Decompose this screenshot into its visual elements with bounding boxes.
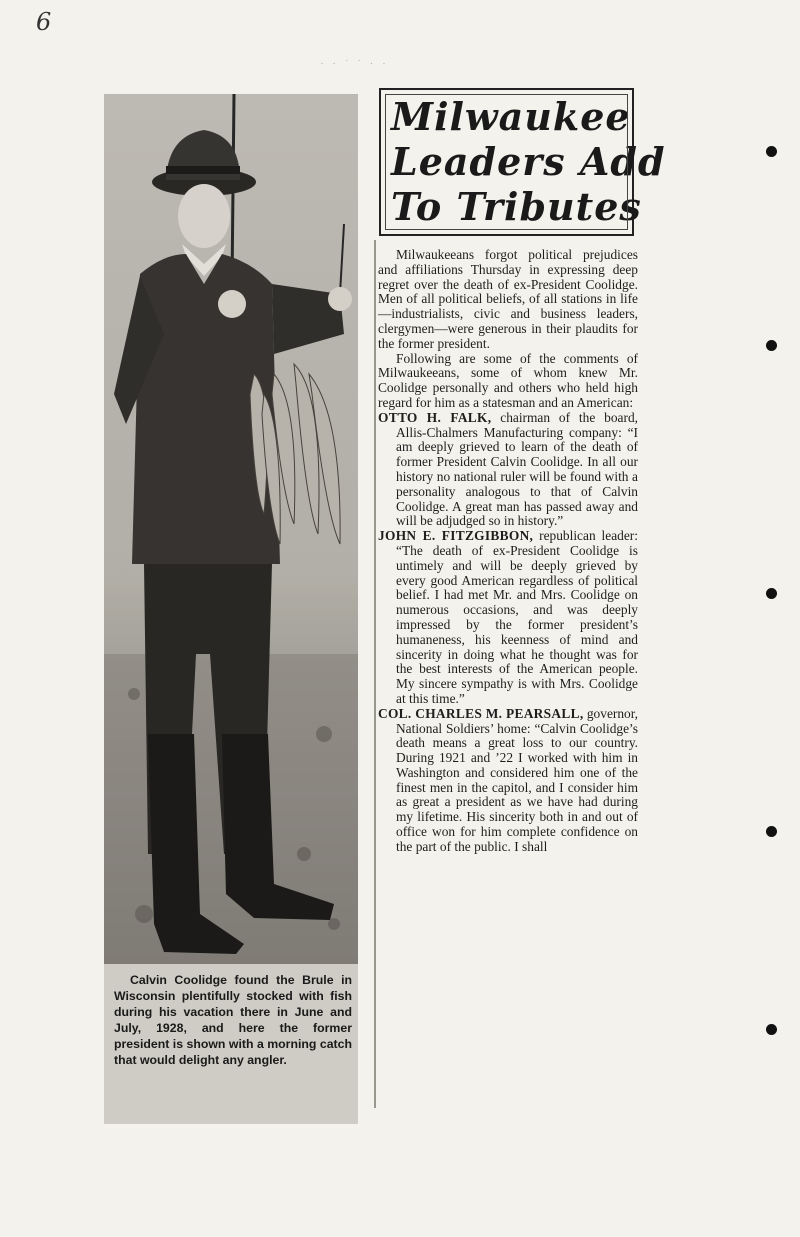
headline-box (379, 88, 666, 236)
binder-hole (766, 826, 777, 837)
article-lead: Milwaukeeans forgot political prejudices and affiliations Thursday in expressing deep regret over the death of ex-President Coolidge. Men of all political beliefs, of all stations in life—industrialists, civic and business leaders, clergymen—were generous in their plaudits for the former president. (378, 247, 638, 351)
page-number: 6 (36, 8, 52, 36)
column-rule (374, 240, 376, 1108)
speaker-name: JOHN E. FITZGIBBON, (378, 528, 534, 544)
article-intro: Following are some of the comments of Milwaukeeans, some of whom knew Mr. Coolidge personally and others who held high regard for him as a statesman and an American: (378, 350, 638, 410)
quote-text: chairman of the board, Allis-Chalmers Manufacturing company: “I am deeply grieved to learn of the death of former President Calvin Coolidge. In all our history no national ruler will be found with a personality analogous to that of Calvin Coolidge. A great man has passed away and will be adjudged so in history.” (396, 409, 638, 529)
quote-falk (378, 411, 638, 529)
speaker-name: COL. CHARLES M. PEARSALL, (378, 705, 584, 721)
article-body (378, 248, 638, 1108)
headline-line-2: Leaders Add (391, 139, 666, 184)
binder-hole (766, 588, 777, 599)
quote-fitzgibbon (378, 529, 638, 707)
man-fishing-photo (104, 94, 358, 964)
binder-hole (766, 340, 777, 351)
photo-caption: Calvin Coolidge found the Brule in Wisconsin plentifully stocked with fish during his vacation there in June and July, 1928, and here the former president is shown with a morning catch that would delight any angler. (104, 964, 358, 1124)
headline-line-1: Milwaukee (391, 94, 631, 139)
quote-text: governor, National Soldiers’ home: “Calvin Coolidge’s death means a great loss to our country. During 1921 and ’22 I worked with him in Washington and considered him one of the finest men in the capitol, and I consider him as great a president as we have had during my lifetime. His sincerity both in and out of office won for him complete confidence on the part of the public. I shall (396, 705, 639, 854)
quote-text: republican leader: “The death of ex-President Coolidge is untimely and will be deeply grieved by every good American regardless of political belief. I had met Mr. and Mrs. Coolidge on numerous occasions, and was deeply impressed by the former president’s humaneness, his keenness of mind and sincerity in doing what he thought was for the best interests of the American people. My sincere sympathy is with Mrs. Coolidge at this time.” (396, 528, 638, 706)
binder-hole (766, 146, 777, 157)
binder-hole (766, 1024, 777, 1035)
speaker-name: OTTO H. FALK, (378, 409, 492, 425)
headline-line-3: To Tributes (391, 184, 642, 229)
photo-column (104, 94, 358, 1124)
quote-pearsall (378, 707, 638, 855)
faint-marks: · · ˙ ˙ · · (320, 58, 389, 70)
